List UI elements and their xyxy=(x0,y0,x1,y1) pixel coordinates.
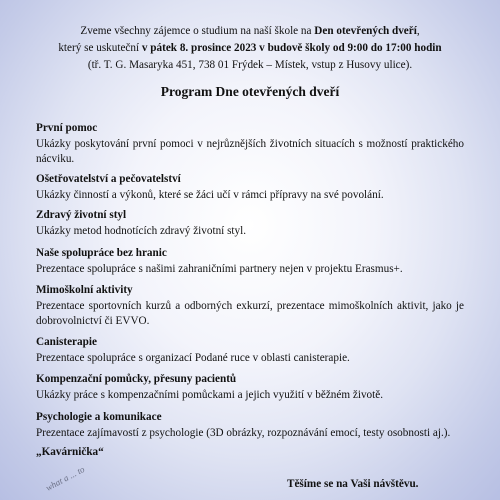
section-text: Prezentace zajímavostí z psychologie (3D obrázky, rozpoznávání emocí, testy osobnosti aj.). xyxy=(36,426,451,439)
intro-paragraph xyxy=(0,23,500,74)
cafe-label: „Kavárnička“ xyxy=(36,446,104,458)
section-spoluprace xyxy=(36,246,464,277)
section-canisterapie xyxy=(36,335,464,366)
intro-line-1: Zveme všechny zájemce o studium na naší škole na Den otevřených dveří, xyxy=(80,25,420,37)
section-kompenzacni xyxy=(36,372,464,403)
section-text: Ukázky práce s kompenzačními pomůckami a jejich využití v běžném životě. xyxy=(36,388,383,401)
section-heading: Canisterapie xyxy=(36,336,97,348)
intro-line-3: (tř. T. G. Masaryka 451, 738 01 Frýdek – Místek, vstup z Husovy ulice). xyxy=(87,59,413,71)
section-text: Prezentace spolupráce s organizací Podané ruce v oblasti canisterapie. xyxy=(36,351,350,364)
section-heading: Ošetřovatelství a pečovatelství xyxy=(36,173,181,185)
section-heading: První pomoc xyxy=(36,122,98,134)
section-osetrovatelstvi xyxy=(36,172,464,203)
section-heading: Mimoškolní aktivity xyxy=(36,284,133,296)
intro-line-2: který se uskuteční v pátek 8. prosince 2023 v budově školy od 9:00 do 17:00 hodin xyxy=(58,42,442,54)
section-text: Prezentace sportovních kurzů a odborných exkurzí, prezentace mimoškolních aktivit, jako je dobrovolnictví či EVVO. xyxy=(36,299,464,327)
closing-text: Těšíme se na Vaši návštěvu. xyxy=(287,478,419,490)
section-text: Ukázky činností a výkonů, které se žáci učí v rámci přípravy na své povolání. xyxy=(36,188,384,201)
section-psychologie xyxy=(36,410,464,441)
decorative-text: what a ... to xyxy=(44,464,87,493)
page-title: Program Dne otevřených dveří xyxy=(160,84,340,99)
section-text: Ukázky poskytování první pomoci v nejrůznějších životních situacích s možností praktického nácviku. xyxy=(36,137,464,165)
section-heading: Naše spolupráce bez hranic xyxy=(36,247,167,259)
section-prvni-pomoc xyxy=(36,121,464,168)
section-heading: Kompenzační pomůcky, přesuny pacientů xyxy=(36,373,237,385)
section-text: Prezentace spolupráce s našimi zahraničními partnery nejen v projektu Erasmus+. xyxy=(36,262,403,275)
section-zdravy-styl xyxy=(36,208,464,239)
section-text: Ukázky metod hodnotících zdravý životní styl. xyxy=(36,224,247,237)
section-heading: Psychologie a komunikace xyxy=(36,411,162,423)
section-mimoskolni xyxy=(36,283,464,330)
section-heading: Zdravý životní styl xyxy=(36,209,127,221)
